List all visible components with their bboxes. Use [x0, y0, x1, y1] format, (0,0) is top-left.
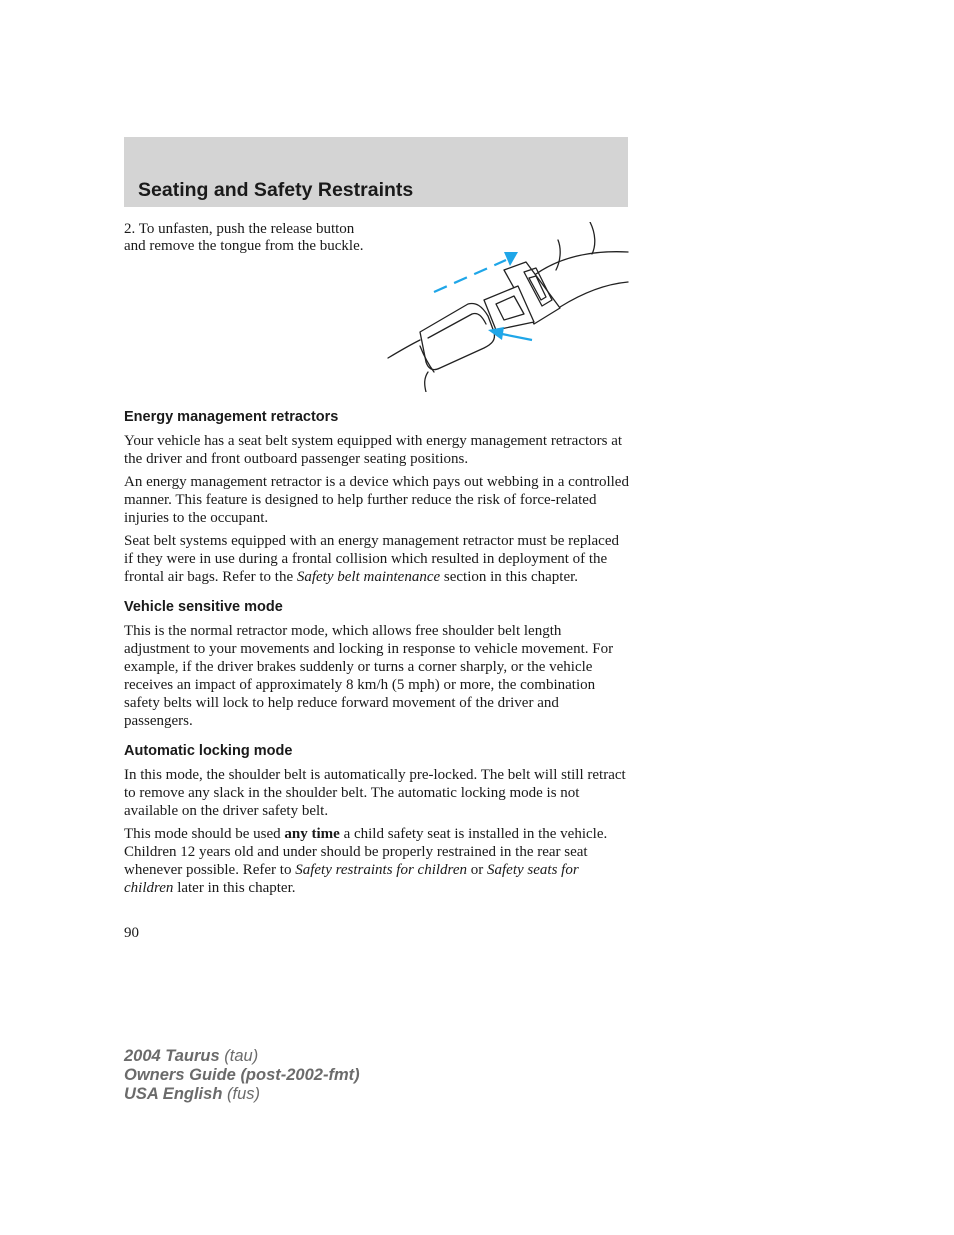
footer-line-3 — [124, 1085, 360, 1104]
section-title: Seating and Safety Restraints — [138, 179, 414, 201]
footer-language: USA English — [124, 1085, 223, 1103]
footer-guide: Owners Guide (post-2002-fmt) — [124, 1066, 360, 1084]
energy-paragraph-3 — [124, 532, 630, 586]
energy-p3-text-a: Seat belt systems equipped with an energy management retractor must be replaced if they were in use during a frontal collision which resulted in deployment of the frontal air bags. Refer to the — [124, 533, 619, 585]
auto-p2-text-d: later in this chapter. — [173, 880, 296, 896]
automatic-paragraph-1: In this mode, the shoulder belt is automatically pre-locked. The belt will still retract to remove any slack in the shoulder belt. The automatic locking mode is not available on the driver safety belt. — [124, 767, 626, 819]
footer-model: 2004 Taurus — [124, 1047, 220, 1065]
heading-energy-management: Energy management retractors — [124, 409, 339, 425]
page-number: 90 — [124, 925, 139, 941]
energy-p3-reference: Safety belt maintenance — [296, 569, 441, 585]
section-header-band — [124, 137, 628, 207]
automatic-paragraph-2 — [124, 825, 630, 897]
heading-vehicle-sensitive: Vehicle sensitive mode — [124, 599, 283, 615]
auto-p2-reference-1: Safety restraints for children — [295, 862, 467, 878]
energy-p3-text-b: section in this chapter. — [440, 569, 579, 585]
energy-paragraph-2: An energy management retractor is a device which pays out webbing in a controlled manner. This feature is designed to help further reduce the risk of force-related injuries to the occupant. — [124, 474, 629, 526]
step-instruction: 2. To unfasten, push the release button and remove the tongue from the buckle. — [124, 221, 364, 254]
main-content — [124, 408, 630, 902]
footer-model-code: (tau) — [219, 1047, 259, 1065]
document-footer — [124, 1047, 360, 1104]
seat-belt-buckle-illustration — [384, 222, 630, 392]
footer-line-1 — [124, 1047, 360, 1066]
vehicle-paragraph-1: This is the normal retractor mode, which allows free shoulder belt length adjustment to your movements and locking in response to vehicle movement. For example, if the driver brakes suddenly or turns a corner sharply, or the vehicle receives an impact of approximately 8 km/h (5 mph) or more, the combination safety belts will lock to help reduce forward movement of the driver and passengers. — [124, 623, 614, 729]
energy-paragraph-1: Your vehicle has a seat belt system equipped with energy management retractors at the driver and front outboard passenger seating positions. — [124, 433, 623, 467]
footer-line-2 — [124, 1066, 360, 1085]
heading-automatic-locking: Automatic locking mode — [124, 743, 293, 759]
auto-p2-reference-2: Safety seats for children — [124, 862, 579, 896]
auto-p2-text-b: a child safety seat is installed in the vehicle. Children 12 years old and under should be properly restrained in the rear seat whenever possible. Refer to — [124, 826, 608, 878]
auto-p2-text-c: or — [467, 862, 487, 878]
auto-p2-text-a: This mode should be used — [124, 826, 285, 842]
auto-p2-bold: any time — [284, 826, 340, 842]
footer-language-code: (fus) — [222, 1085, 260, 1103]
